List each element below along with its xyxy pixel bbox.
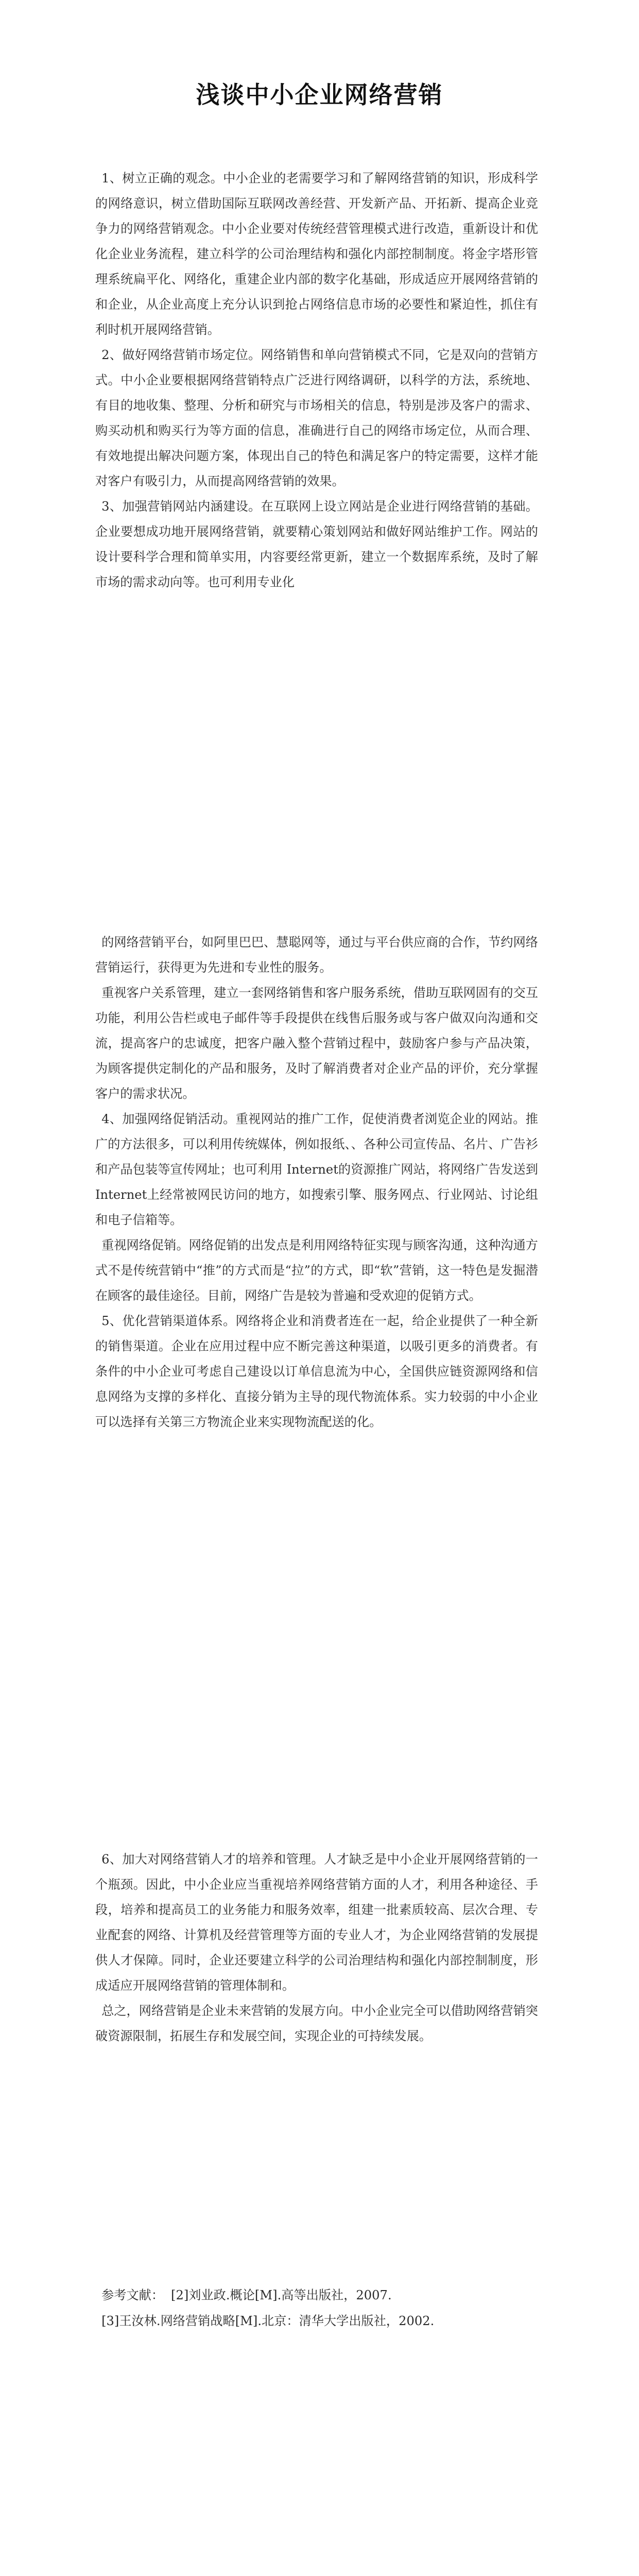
paragraph-3: 3、加强营销网站内涵建设。在互联网上设立网站是企业进行网络营销的基础。企业要想成功地开展网络营销，就要精心策划网站和做好网站维护工作。网站的设计要科学合理和简单实用，内容要经常更新，建立一个数据库系统，及时了解市场的需求动向等。也可利用专业化	[95, 499, 538, 589]
paragraph-7: 重视网络促销。网络促销的出发点是利用网络特征实现与顾客沟通，这种沟通方式不是传统营销中“推”的方式而是“拉”的方式，即“软”营销，这一特色是发掘潜在顾客的最佳途径。目前，网络广告是较为普遍和受欢迎的促销方式。	[95, 1238, 538, 1303]
body-section-2	[95, 930, 538, 1435]
references	[95, 2282, 538, 2334]
paragraph-4: 的网络营销平台，如阿里巴巴、慧聪网等，通过与平台供应商的合作，节约网络营销运行，获得更为先进和专业性的服务。	[95, 935, 538, 975]
page-title: 浅谈中小企业网络营销	[196, 81, 443, 109]
paragraph-1: 1、树立正确的观念。中小企业的老需要学习和了解网络营销的知识，形成科学的网络意识，树立借助国际互联网改善经营、开发新产品、开拓新、提高企业竞争力的网络营销观念。中小企业要对传统经营管理模式进行改造，重新设计和优化企业业务流程，建立科学的公司治理结构和强化内部控制制度。将金字塔形管理系统扁平化、网络化，重建企业内部的数字化基础，形成适应开展网络营销的和企业，从企业高度上充分认识到抢占网络信息市场的必要性和紧迫性，抓住有利时机开展网络营销。	[95, 171, 538, 337]
paragraph-9: 6、加大对网络营销人才的培养和管理。人才缺乏是中小企业开展网络营销的一个瓶颈。因此，中小企业应当重视培养网络营销方面的人才，利用各种途径、手段，培养和提高员工的业务能力和服务效率，组建一批素质较高、层次合理、专业配套的网络、计算机及经营管理等方面的专业人才，为企业网络营销的发展提供人才保障。同时，企业还要建立科学的公司治理结构和强化内部控制制度，形成适应开展网络营销的管理体制和。	[95, 1852, 538, 1993]
paragraph-6: 4、加强网络促销活动。重视网站的推广工作，促使消费者浏览企业的网站。推广的方法很多，可以利用传统媒体，例如报纸、、各种公司宣传品、名片、广告衫和产品包装等宣传网址；也可利用 Internet的资源推广网站，将网络广告发送到 Internet上经常被网民访问的地方，如搜索引擎、服务网点、行业网站、讨论组和电子信箱等。	[95, 1112, 538, 1227]
reference-line-1	[95, 2282, 538, 2308]
reference-line-2	[95, 2308, 538, 2334]
body-section-1	[95, 166, 538, 595]
paragraph-8: 5、优化营销渠道体系。网络将企业和消费者连在一起，给企业提供了一种全新的销售渠道。企业在应用过程中应不断完善这种渠道，以吸引更多的消费者。有条件的中小企业可考虑自己建设以订单信息流为中心，全国供应链资源网络和信息网络为支撑的多样化、直接分销为主导的现代物流体系。实力较弱的中小企业可以选择有关第三方物流企业来实现物流配送的化。	[95, 1314, 538, 1429]
paragraph-5: 重视客户关系管理，建立一套网络销售和客户服务系统，借助互联网固有的交互功能，利用公告栏或电子邮件等手段提供在线售后服务或与客户做双向沟通和交流，提高客户的忠诚度，把客户融入整个营销过程中，鼓励客户参与产品决策，为顾客提供定制化的产品和服务，及时了解消费者对企业产品的评价，充分掌握客户的需求状况。	[95, 986, 538, 1101]
reference-item: [2]刘业政.概论[M].高等出版社，2007.	[171, 2288, 392, 2302]
paragraph-10: 总之，网络营销是企业未来营销的发展方向。中小企业完全可以借助网络营销突破资源限制，拓展生存和发展空间，实现企业的可持续发展。	[95, 2004, 538, 2043]
body-section-3	[95, 1847, 538, 2049]
references-label: 参考文献：	[101, 2288, 164, 2302]
reference-item: [3]王汝林.网络营销战略[M].北京：清华大学出版社，2002.	[101, 2314, 435, 2328]
paragraph-2: 2、做好网络营销市场定位。网络销售和单向营销模式不同，它是双向的营销方式。中小企业要根据网络营销特点广泛进行网络调研，以科学的方法，系统地、有目的地收集、整理、分析和研究与市场相关的信息，特别是涉及客户的需求、购买动机和购买行为等方面的信息，准确进行自己的网络市场定位，从而合理、有效地提出解决问题方案，体现出自己的特色和满足客户的特定需要，这样才能对客户有吸引力，从而提高网络营销的效果。	[95, 348, 538, 488]
